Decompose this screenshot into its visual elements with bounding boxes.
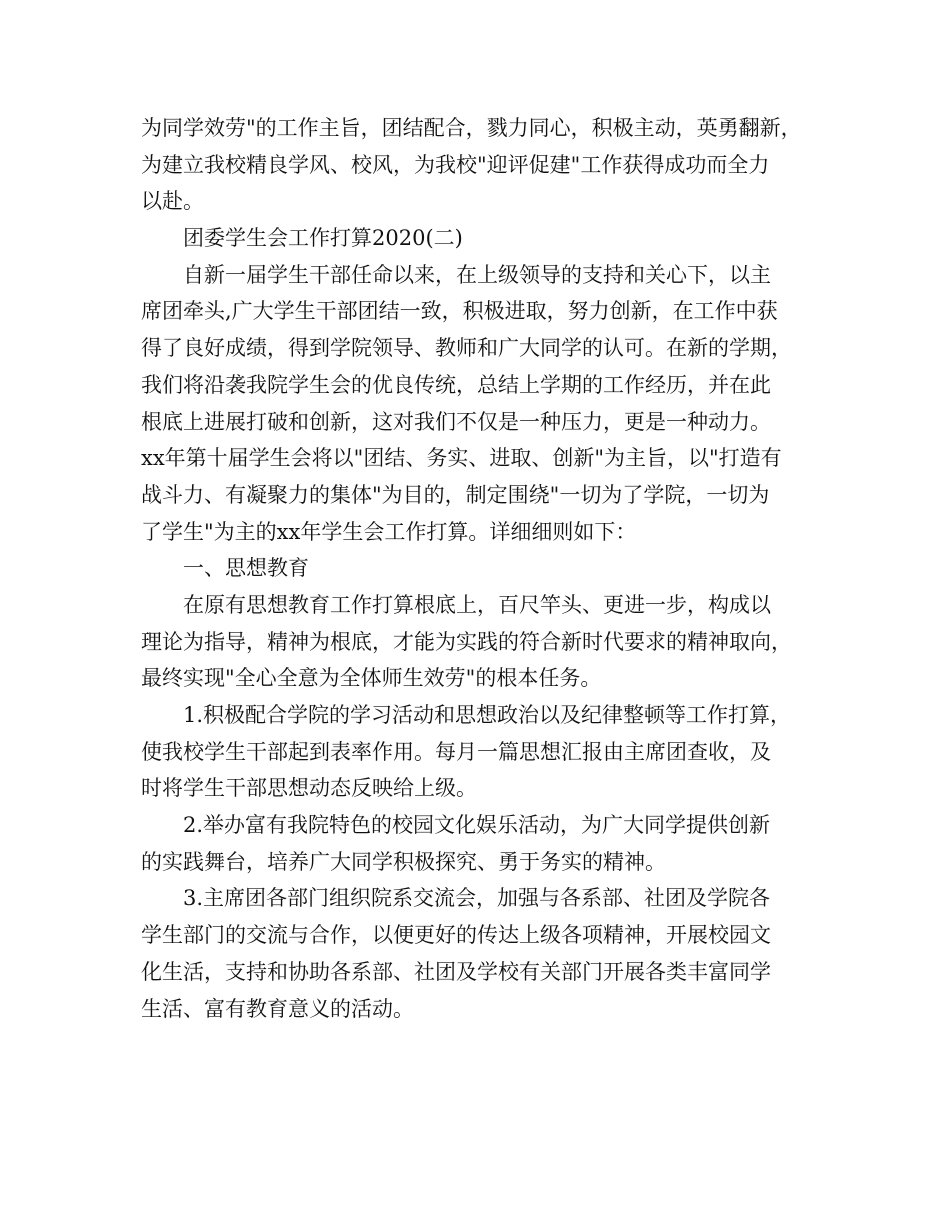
text-line: 学生部门的交流与合作，以便更好的传达上级各项精神，开展校园文 bbox=[141, 923, 771, 948]
text-line: 1.积极配合学院的学习活动和思想政治以及纪律整顿等工作打算， bbox=[183, 703, 792, 727]
text-line: 得了良好成绩，得到学院领导、教师和广大同学的认可。在新的学期， bbox=[141, 336, 792, 361]
text-line: 使我校学生干部起到表率作用。每月一篇思想汇报由主席团查收，及 bbox=[141, 739, 771, 764]
text-line: 为建立我校精良学风、校风，为我校"迎评促建"工作获得成功而全力 bbox=[141, 152, 770, 177]
text-line: 了学生"为主的xx年学生会工作打算。详细细则如下： bbox=[141, 519, 637, 544]
text-line: 席团牵头,广大学生干部团结一致，积极进取，努力创新，在工作中获 bbox=[141, 299, 778, 324]
text-line: 3.主席团各部门组织院系交流会，加强与各系部、社团及学院各 bbox=[183, 886, 771, 911]
text-line: 自新一届学生干部任命以来，在上级领导的支持和关心下，以主 bbox=[183, 262, 771, 287]
text-line: 为同学效劳"的工作主旨，团结配合，戮力同心，积极主动，英勇翻新， bbox=[141, 116, 802, 140]
text-line: 生活、富有教育意义的活动。 bbox=[141, 996, 414, 1021]
text-line: 根底上进展打破和创新，这对我们不仅是一种压力，更是一种动力。 bbox=[141, 409, 771, 434]
text-line: 时将学生干部思想动态反映给上级。 bbox=[141, 776, 477, 801]
text-line: 团委学生会工作打算2020(二) bbox=[183, 226, 463, 251]
document-body bbox=[141, 110, 811, 1027]
text-line: xx年第十届学生会将以"团结、务实、进取、创新"为主旨，以"打造有 bbox=[141, 446, 782, 471]
text-line: 2.举办富有我院特色的校园文化娱乐活动，为广大同学提供创新 bbox=[183, 813, 771, 838]
text-line: 以赴。 bbox=[141, 189, 204, 214]
text-line: 的实践舞台，培养广大同学积极探究、勇于务实的精神。 bbox=[141, 849, 666, 874]
text-line: 战斗力、有凝聚力的集体"为目的，制定围绕"一切为了学院，一切为 bbox=[141, 482, 770, 507]
text-line: 化生活，支持和协助各系部、社团及学校有关部门开展各类丰富同学 bbox=[141, 959, 771, 984]
text-line: 在原有思想教育工作打算根底上，百尺竿头、更进一步，构成以 bbox=[183, 592, 771, 617]
text-line: 我们将沿袭我院学生会的优良传统，总结上学期的工作经历，并在此 bbox=[141, 372, 771, 397]
text-line: 理论为指导，精神为根底，才能为实践的符合新时代要求的精神取向， bbox=[141, 629, 792, 654]
text-line: 最终实现"全心全意为全体师生效劳"的根本任务。 bbox=[141, 666, 602, 691]
text-line: 一、思想教育 bbox=[183, 556, 309, 581]
